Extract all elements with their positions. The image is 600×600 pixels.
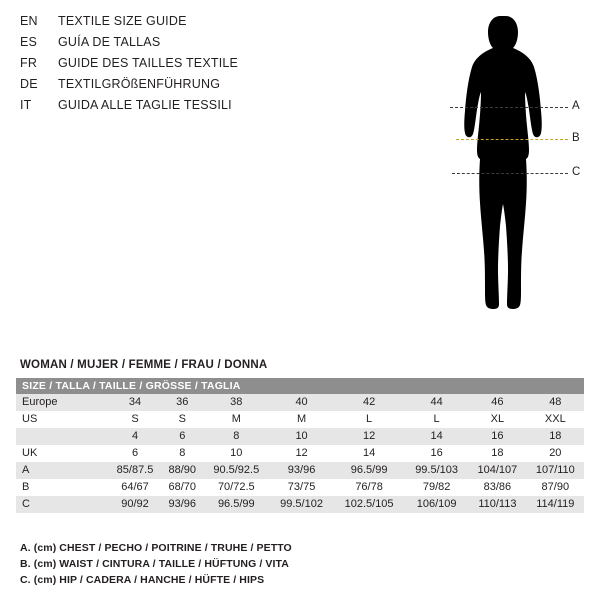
cell: 36 (162, 394, 203, 411)
cell: 38 (203, 394, 271, 411)
cell: 20 (527, 445, 584, 462)
cell: 93/96 (270, 462, 333, 479)
cell: 93/96 (162, 496, 203, 513)
measure-line-c (452, 173, 568, 174)
cell: S (162, 411, 203, 428)
cell: 102.5/105 (333, 496, 405, 513)
language-header (20, 14, 320, 119)
cell: 16 (405, 445, 468, 462)
cell: L (405, 411, 468, 428)
measure-label-c: C (572, 166, 581, 178)
measure-label-b: B (572, 132, 580, 144)
cell: 14 (405, 428, 468, 445)
cell: 8 (162, 445, 203, 462)
note-b: B. (cm) WAIST / CINTURA / TAILLE / HÜFTUNG / VITA (20, 558, 289, 570)
cell: 44 (405, 394, 468, 411)
cell: 90/92 (108, 496, 162, 513)
cell: 99.5/103 (405, 462, 468, 479)
body-figure-group (420, 8, 590, 368)
cell: XL (468, 411, 527, 428)
cell: 68/70 (162, 479, 203, 496)
cell: 48 (527, 394, 584, 411)
cell: 6 (108, 445, 162, 462)
table-row (16, 462, 584, 479)
cell: 10 (270, 428, 333, 445)
cell: 107/110 (527, 462, 584, 479)
table-row (16, 394, 584, 411)
measure-line-b (456, 139, 568, 140)
cell: 64/67 (108, 479, 162, 496)
cell: S (108, 411, 162, 428)
measurement-notes (20, 540, 520, 588)
table-row (16, 428, 584, 445)
row-label: C (16, 496, 108, 513)
cell: 4 (108, 428, 162, 445)
language-code: FR (20, 56, 38, 70)
cell: 83/86 (468, 479, 527, 496)
cell: 110/113 (468, 496, 527, 513)
cell: XXL (527, 411, 584, 428)
row-label: B (16, 479, 108, 496)
cell: 42 (333, 394, 405, 411)
language-row (20, 98, 320, 119)
row-label: US (16, 411, 108, 428)
table-row (16, 411, 584, 428)
cell: 16 (468, 428, 527, 445)
measure-line-a (450, 107, 568, 108)
size-table (16, 378, 584, 513)
row-label: Europe (16, 394, 108, 411)
table-header-row (16, 378, 584, 394)
language-title: GUÍA DE TALLAS (58, 35, 161, 49)
language-title: GUIDA ALLE TAGLIE TESSILI (58, 98, 232, 112)
measure-label-a: A (572, 100, 580, 112)
cell: 104/107 (468, 462, 527, 479)
note-c: C. (cm) HIP / CADERA / HANCHE / HÜFTE / HIPS (20, 574, 265, 586)
cell: 96.5/99 (333, 462, 405, 479)
cell: 12 (333, 428, 405, 445)
row-label: A (16, 462, 108, 479)
row-label: UK (16, 445, 108, 462)
cell: 88/90 (162, 462, 203, 479)
cell: 18 (527, 428, 584, 445)
cell: 18 (468, 445, 527, 462)
cell: 87/90 (527, 479, 584, 496)
cell: 73/75 (270, 479, 333, 496)
section-title: WOMAN / MUJER / FEMME / FRAU / DONNA (20, 359, 268, 371)
cell: 34 (108, 394, 162, 411)
language-row (20, 77, 320, 98)
cell: L (333, 411, 405, 428)
cell: 14 (333, 445, 405, 462)
cell: 6 (162, 428, 203, 445)
table-row (16, 445, 584, 462)
table-row (16, 479, 584, 496)
cell: 76/78 (333, 479, 405, 496)
language-title: TEXTILE SIZE GUIDE (58, 14, 187, 28)
cell: 114/119 (527, 496, 584, 513)
cell: M (203, 411, 271, 428)
language-code: DE (20, 77, 38, 91)
cell: 10 (203, 445, 271, 462)
language-title: GUIDE DES TAILLES TEXTILE (58, 56, 239, 70)
cell: 96.5/99 (203, 496, 271, 513)
cell: 85/87.5 (108, 462, 162, 479)
language-title: TEXTILGRÖßENFÜHRUNG (58, 77, 221, 91)
language-code: ES (20, 35, 38, 49)
table-header-label: SIZE / TALLA / TAILLE / GRÖSSE / TAGLIA (16, 378, 584, 394)
cell: 99.5/102 (270, 496, 333, 513)
cell: 12 (270, 445, 333, 462)
note-a: A. (cm) CHEST / PECHO / POITRINE / TRUHE / PETTO (20, 542, 292, 554)
cell: 79/82 (405, 479, 468, 496)
cell: 70/72.5 (203, 479, 271, 496)
language-row (20, 35, 320, 56)
cell: 40 (270, 394, 333, 411)
table-row (16, 496, 584, 513)
language-code: EN (20, 14, 38, 28)
cell: 106/109 (405, 496, 468, 513)
female-body-silhouette-icon (440, 8, 560, 368)
cell: 46 (468, 394, 527, 411)
language-row (20, 56, 320, 77)
language-row (20, 14, 320, 35)
cell: 90.5/92.5 (203, 462, 271, 479)
cell: M (270, 411, 333, 428)
row-label (16, 428, 108, 445)
cell: 8 (203, 428, 271, 445)
language-code: IT (20, 98, 32, 112)
